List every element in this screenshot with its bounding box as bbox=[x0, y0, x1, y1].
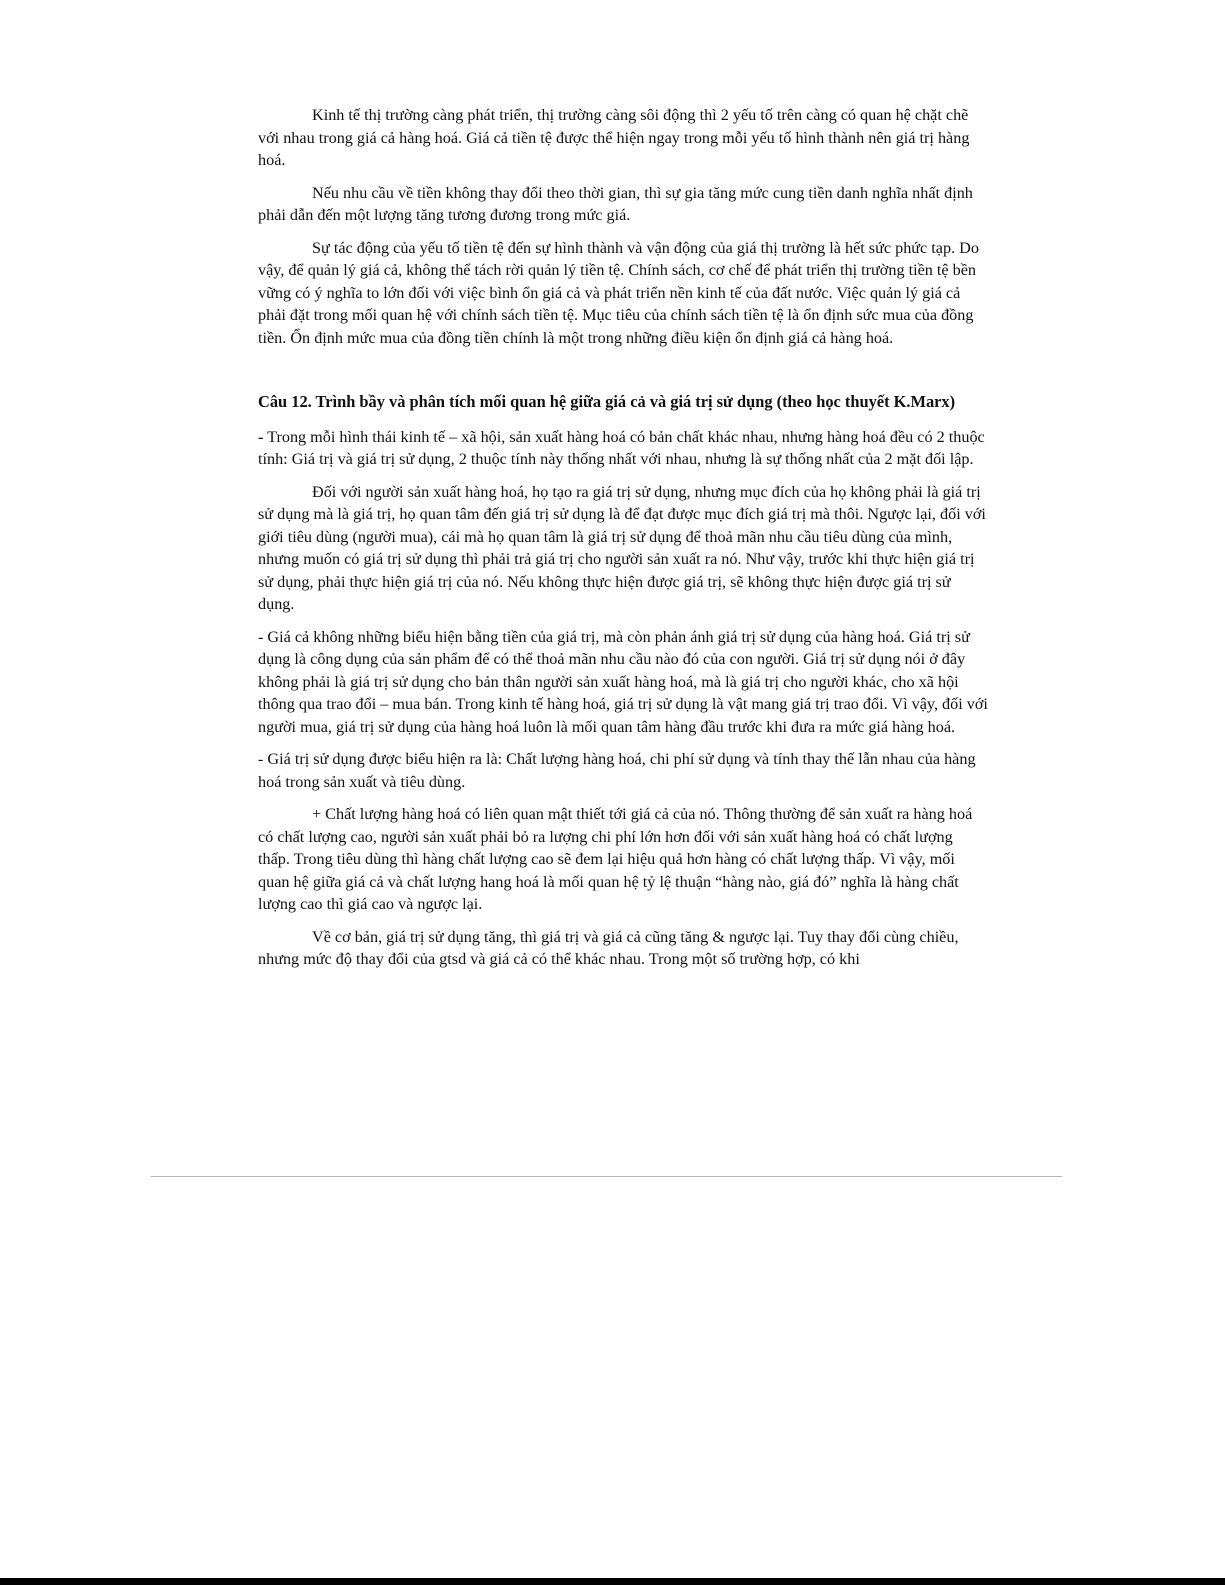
bullet-dash: - bbox=[258, 427, 264, 446]
paragraph-monetary-impact: Sự tác động của yếu tố tiền tệ đến sự hình thành và vận động của giá thị trường là hết sức phức tạp. Do vậy, để quản lý giá cả, không thể tách rời quản lý tiền tệ. Chính sách, cơ chế để phát triển thị trường tiền tệ bền vững có ý nghĩa to lớn đối với việc bình ổn giá cả và phát triển nền kinh tế của đất nước. Việc quản lý giá cả phải đặt trong mối quan hệ với chính sách tiền tệ. Mục tiêu của chính sách tiền tệ là ổn định sức mua của đồng tiền. Ổn định mức mua của đồng tiền chính là một trong những điều kiện ổn định giá cả hàng hoá. bbox=[258, 238, 979, 347]
paragraph-commodity-attributes bbox=[258, 426, 988, 471]
paragraph-money-demand: Nếu nhu cầu về tiền không thay đổi theo thời gian, thì sự gia tăng mức cung tiền danh nghĩa nhất định phải dẫn đến một lượng tăng tương đương trong mức giá. bbox=[258, 183, 973, 224]
paragraph-market-economy: Kinh tế thị trường càng phát triển, thị trường càng sôi động thì 2 yếu tố trên càng có quan hệ chặt chẽ với nhau trong giá cả hàng hoá. Giá cả tiền tệ được thể hiện ngay trong mỗi yếu tố hình thành nên giá trị hàng hoá. bbox=[258, 106, 970, 169]
page-divider bbox=[151, 1176, 1062, 1177]
paragraph-quality-price: + Chất lượng hàng hoá có liên quan mật thiết tới giá cả của nó. Thông thường để sản xuất ra hàng hoá có chất lượng cao, người sản xuất phải bỏ ra lượng chi phí lớn hơn đối với sản xuất hàng hoá có chất lượng thấp. Trong tiêu dùng thì hàng chất lượng cao sẽ đem lại hiệu quả hơn hàng có chất lượng thấp. Vì vậy, mối quan hệ giữa giá cả và chất lượng hang hoá là mối quan hệ tỷ lệ thuận “hàng nào, giá đó” nghĩa là hàng chất lượng cao thì giá cao và ngược lại. bbox=[258, 805, 973, 913]
paragraph-commodity-attributes-text: Trong mỗi hình thái kinh tế – xã hội, sản xuất hàng hoá có bản chất khác nhau, nhưng hàng hoá đều có 2 thuộc tính: Giá trị và giá trị sử dụng, 2 thuộc tính này thống nhất với nhau, nhưng là sự thống nhất của 2 mặt đối lập. bbox=[258, 427, 985, 468]
paragraph-use-value-change: Về cơ bản, giá trị sử dụng tăng, thì giá trị và giá cả cũng tăng & ngược lại. Tuy thay đổi cùng chiều, nhưng mức độ thay đổi của gtsd và giá cả có thể khác nhau. Trong một số trường hợp, có khi bbox=[258, 927, 959, 968]
paragraph-producer-perspective: Đối với người sản xuất hàng hoá, họ tạo ra giá trị sử dụng, nhưng mục đích của họ không phải là giá trị sử dụng mà là giá trị, họ quan tâm đến giá trị sử dụng là để đạt được mục đích giá trị mà thôi. Ngược lại, đối với giới tiêu dùng (người mua), cái mà họ quan tâm là giá trị sử dụng để thoả mãn nhu cầu tiêu dùng của mình, nhưng muốn có giá trị sử dụng thì phải trả giá trị cho người sản xuất ra nó. Như vậy, trước khi thực hiện giá trị sử dụng, phải thực hiện giá trị của nó. Nếu không thực hiện được giá trị, sẽ không thực hiện được giá trị sử dụng. bbox=[258, 482, 986, 613]
paragraph-use-value-expression: - Giá trị sử dụng được biểu hiện ra là: Chất lượng hàng hoá, chi phí sử dụng và tính thay thế lẫn nhau của hàng hoá trong sản xuất và tiêu dùng. bbox=[258, 750, 976, 791]
document-page bbox=[258, 104, 988, 981]
section-heading: Câu 12. Trình bầy và phân tích mối quan hệ giữa giá cả và giá trị sử dụng (theo học thuyết K.Marx) bbox=[258, 392, 956, 411]
bottom-edge-bar bbox=[0, 1578, 1225, 1585]
paragraph-price-use-value: - Giá cả không những biểu hiện bằng tiền của giá trị, mà còn phản ánh giá trị sử dụng của hàng hoá. Giá trị sử dụng là công dụng của sản phẩm để có thể thoả mãn nhu cầu nào đó của con người. Giá trị sử dụng nói ở đây không phải là giá trị sử dụng cho bản thân người sản xuất hàng hoá, mà là giá trị cho người khác, cho xã hội thông qua trao đổi – mua bán. Trong kinh tế hàng hoá, giá trị sử dụng là vật mang giá trị trao đổi. Vì vậy, đối với người mua, giá trị sử dụng của hàng hoá luôn là mối quan tâm hàng đầu trước khi đưa ra mức giá hàng hoá. bbox=[258, 627, 988, 736]
